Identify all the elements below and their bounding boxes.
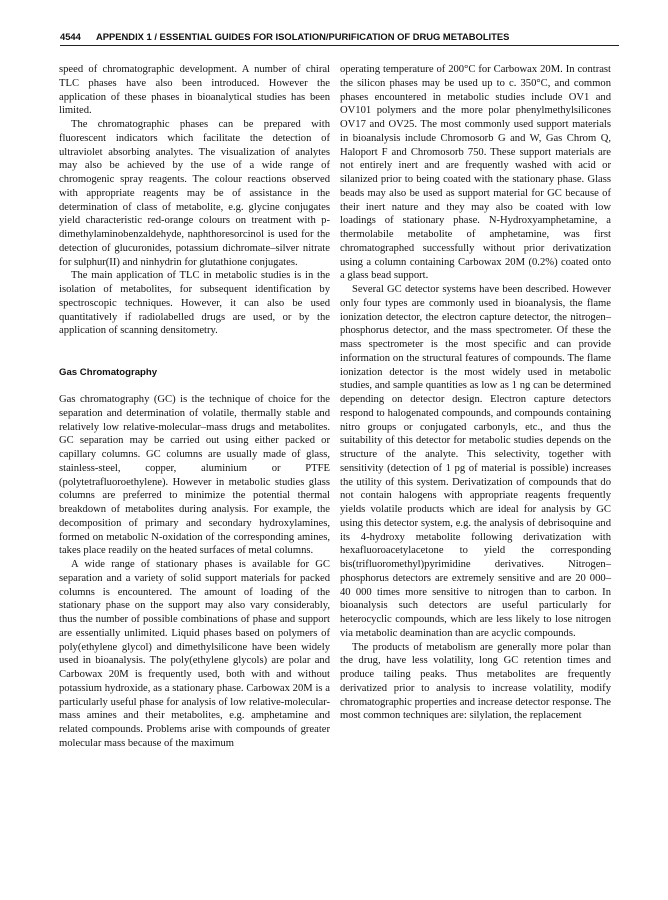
paragraph: Several GC detector systems have been described. However only four types are commonly used in bioanalysis, the flame ionization detector, the electron capture detector, the nitrogen–phosphorus detector, and the mass spectrometer. Of these the mass spectrometer is the most specific and can provide information on the structural features of compounds. The flame ionization detector is the most widely used in metabolic studies, and sample quantities as low as 1 ng can be determined depending on detector design. Electron capture detectors respond to halogenated compounds, and compounds containing nitro groups or conjugated carbonyls, etc., and thus the suitability of this detector for metabolic studies depends on the structure of the analyte. This selectivity, together with sensitivity (detection of 1 pg of material is possible) increases the utility of this system. Derivatization of compounds that do not contain halogens with appropriate reagents frequently yields volatile products which are ideal for analysis by GC using this detector system, e.g. the analysis of debrisoquine and its 4-hydroxy metabolite following derivatization with hexafluoroacetylacetone to yield the corresponding bis(trifluoromethyl)pyrimidine derivatives. Nitrogen–phosphorus detectors are extremely sensitive and are 20 000–40 000 times more sensitive to nitrogen than to carbon. In bioanalysis such detectors are useful particularly for heterocyclic compounds, which are less likely to lose nitrogen via metabolic deamination than are acyclic compounds. [340, 284, 611, 639]
paragraph: The products of metabolism are generally more polar than the drug, have less volatility, long GC retention times and produce tailing peaks. Thus metabolites are frequently derivatized prior to analysis to increase volatility, modify chromatographic properties and increase detector response. The most common techniques are: silylation, the replacement [340, 641, 611, 722]
section-heading: Gas Chromatography [59, 366, 158, 378]
paragraph: operating temperature of 200°C for Carbowax 20M. In contrast the silicon phases may be used up to c. 350°C, and common phases encountered in metabolic studies include OV1 and OV101 polymers and the more polar phenylmethylsilicones OV17 and OV25. The most commonly used support materials in bioanalysis include Chromosorb G and W, Gas Chrom Q, Haloport F and Chromosorb 750. These support materials are not entirely inert and are frequently washed with acid or silanized prior to being coated with the stationary phase. Glass beads may also be used as support material for GC because of their inert nature and they may also be coated with low loadings of stationary phase. N-Hydroxyamphetamine, a thermolabile metabolite of amphetamine, was first chromatographed successfully without prior derivatization using a column containing Carbowax 20M (0.2%) coated onto a glass bead support. [340, 64, 611, 282]
running-header [60, 31, 620, 45]
page-number: 4544 [60, 31, 81, 42]
paragraph: speed of chromatographic development. A number of chiral TLC phases have also been introduced. However the application of these phases in bioanalytical studies has been limited. [59, 64, 330, 117]
paragraph: The main application of TLC in metabolic studies is in the isolation of metabolites, for subsequent identification by spectroscopic techniques. However, it can also be used quantitatively if radiolabelled drugs are used, or by the application of scanning densitometry. [59, 270, 330, 337]
paragraph: A wide range of stationary phases is available for GC separation and a variety of solid support materials for packed columns is encountered. The amount of loading of the stationary phase on the support may also vary considerably, thus the number of possible combinations of phase and support are essentially unlimited. Liquid phases based on polymers of poly(ethylene glycol) and dimethylsilicone have been widely used in bioanalysis. The poly(ethylene glycols) are polar and Carbowax 20M is frequently used, both with and without potassium hydroxide, as a stationary phase. Carbowax 20M is a particularly useful phase for analysis of low relative-molecular-mass amines and their metabolites, e.g. amphetamine and related compounds. Problems arise with compounds of greater molecular mass because of the maximum [59, 559, 330, 749]
paragraph: Gas chromatography (GC) is the technique of choice for the separation and determination of volatile, thermally stable and relatively low relative-molecular–mass drugs and metabolites. GC separation may be carried out using either packed or capillary columns. GC columns are usually made of glass, stainless-steel, copper, aluminium or PTFE (polytetrafluoroethylene). However in metabolic studies glass columns are preferred to minimize the potential thermal breakdown of metabolites during analysis. For example, the decomposition of primary and secondary hydroxylamines, formed on metabolic N-oxidation of the corresponding amines, takes place readily on the heated surfaces of metal columns. [59, 394, 330, 557]
header-rule [60, 45, 619, 46]
right-column [340, 63, 611, 723]
paragraph: The chromatographic phases can be prepared with fluorescent indicators which facilitate the detection of ultraviolet absorbing analytes. The visualization of analytes may also be achieved by the use of a wide range of chromogenic spray reagents. The colour reactions observed with appropriate reagents may be of assistance in the determination of class of metabolite, e.g. glycine conjugates yield characteristic red-orange colours on treatment with p-dimethylaminobenzaldehyde, naphthoresorcinol is used for the detection of glucuronides, potassium dichromate–silver nitrate for sulphur(II) and ninhydrin for glutathione conjugates. [59, 119, 330, 268]
left-column [59, 63, 330, 751]
section-spacer [59, 338, 330, 366]
running-title: APPENDIX 1 / ESSENTIAL GUIDES FOR ISOLATION/PURIFICATION OF DRUG METABOLITES [96, 31, 510, 42]
section-spacer [59, 379, 330, 393]
